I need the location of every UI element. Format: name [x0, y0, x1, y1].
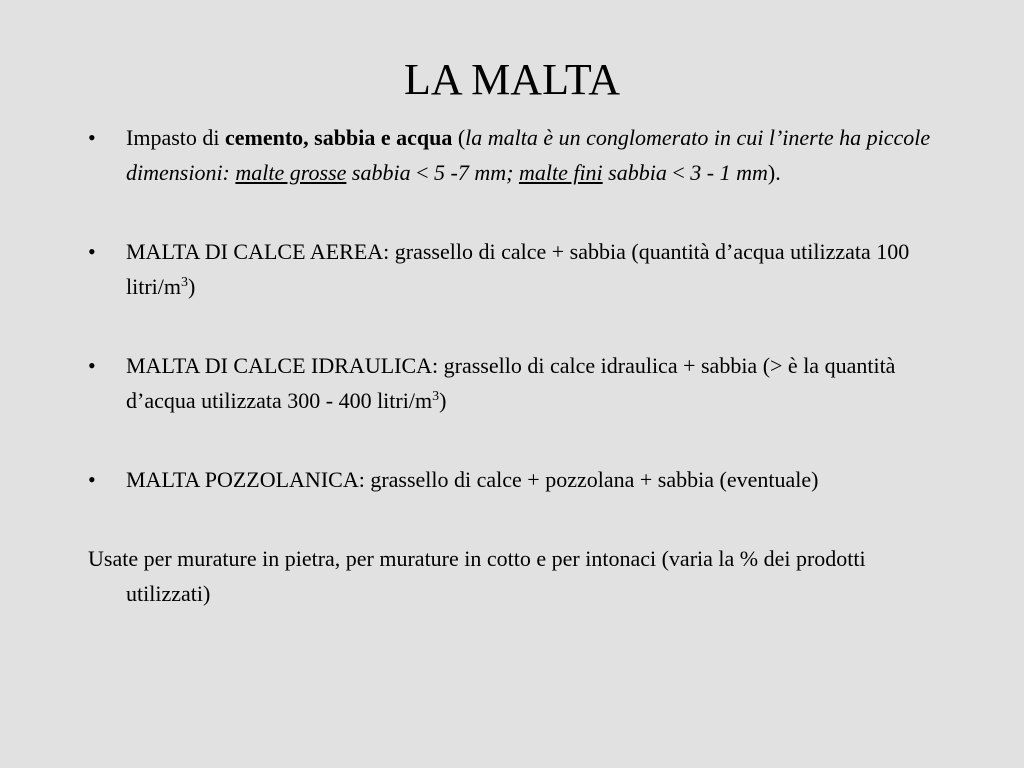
calce-aerea-text: MALTA DI CALCE AEREA: grassello di calce + sabbia (quantità d’acqua utilizzata 100 litri/m: [126, 239, 910, 299]
bullet-icon: •: [88, 239, 96, 264]
bullet-icon: •: [88, 467, 96, 492]
range-grosse: 5 -7 mm;: [428, 160, 519, 185]
close-paren: ): [188, 274, 196, 299]
malte-grosse-term: malte grosse: [235, 160, 347, 185]
close-paren: ).: [767, 160, 781, 185]
sabbia-text-1: sabbia: [346, 160, 417, 185]
slide-title: LA MALTA: [403, 55, 621, 104]
intro-text: Impasto di: [126, 125, 225, 150]
ingredients-bold: cemento, sabbia e acqua: [225, 125, 453, 150]
close-paren: ): [439, 388, 447, 413]
pozzolanica-text: MALTA POZZOLANICA: grassello di calce + pozzolana + sabbia (eventuale): [126, 467, 819, 492]
cubic-superscript: 3: [181, 275, 188, 290]
open-paren: (: [452, 125, 466, 150]
usage-note: Usate per murature in pietra, per murature in cotto e per intonaci (varia la % dei prodotti utilizzati): [88, 546, 866, 606]
bullet-item-calce-aerea: [88, 234, 948, 304]
less-than-symbol: <: [416, 160, 429, 185]
less-than-symbol: <: [672, 160, 685, 185]
definition-italic: la malta è un conglomerato in cui l’inerte ha piccole dimensioni:: [126, 125, 931, 185]
bullet-icon: •: [88, 353, 96, 378]
bullet-icon: •: [88, 125, 96, 150]
calce-idraulica-text: MALTA DI CALCE IDRAULICA: grassello di calce idraulica + sabbia (> è la quantità d’acqua utilizzata 300 - 400 litri/m: [126, 353, 896, 413]
cubic-superscript: 3: [432, 389, 440, 404]
bullet-item-pozzolanica: [88, 462, 948, 497]
sabbia-text-2: sabbia: [602, 160, 673, 185]
range-fini: 3 - 1 mm: [684, 160, 768, 185]
malte-fini-term: malte fini: [518, 160, 603, 185]
slide-body: [88, 120, 948, 611]
bullet-item-calce-idraulica: [88, 348, 948, 418]
bullet-item-impasto: [88, 120, 948, 190]
